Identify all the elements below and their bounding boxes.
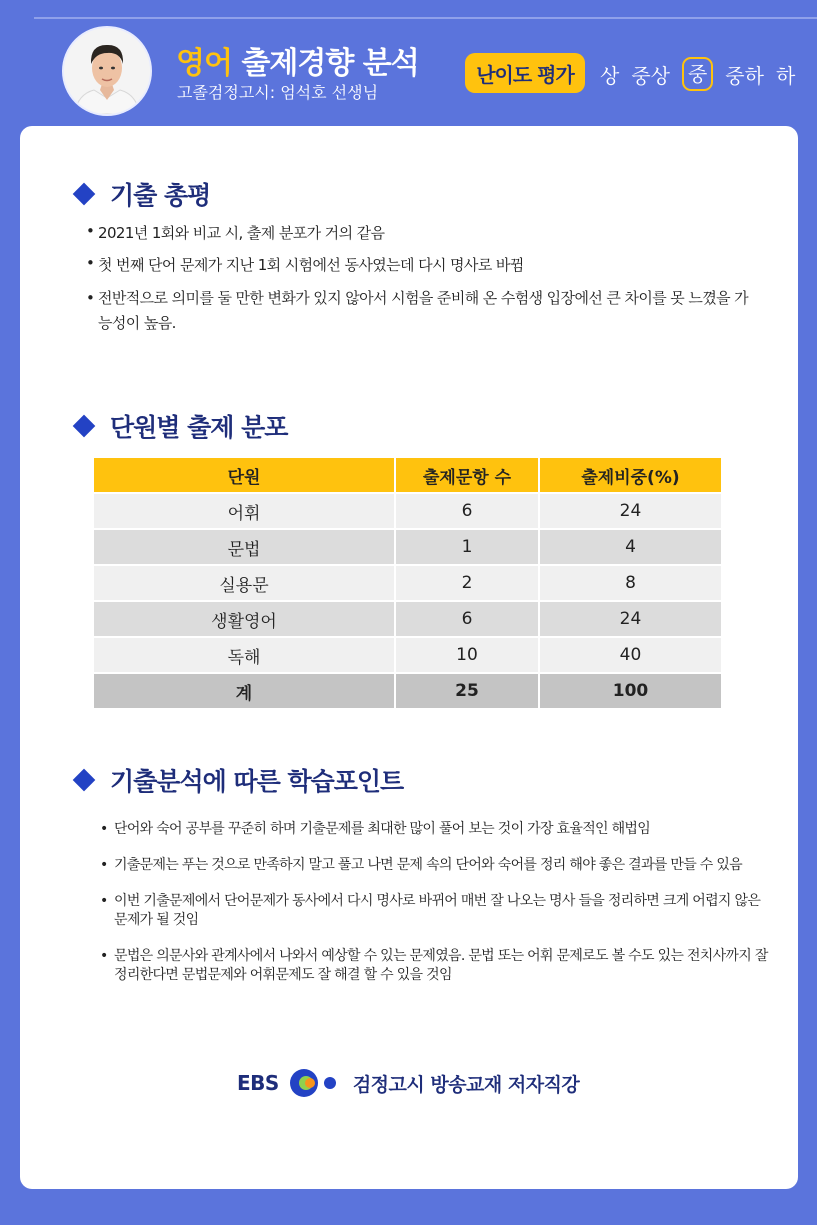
title-text: 출제경향 분석	[231, 46, 419, 81]
level-low: 하	[775, 63, 796, 88]
level-mid-selected: 중	[682, 57, 713, 91]
table-row	[94, 529, 722, 565]
points-title-text: 기출분석에 따른 학습포인트	[110, 767, 404, 796]
cell-unit: 문법	[94, 529, 395, 565]
summary-item: • 2021년 1회와 비교 시, 출제 분포가 거의 같음	[86, 222, 766, 243]
header-unit: 단원	[94, 458, 395, 493]
header-count: 출제문항 수	[395, 458, 539, 493]
summary-section-title	[76, 176, 210, 212]
difficulty-label: 난이도 평가	[465, 53, 585, 93]
summary-list	[86, 222, 766, 336]
footer-text: 검정고시 방송교재 저자직강	[352, 1073, 580, 1096]
distribution-title-text: 단원별 출제 분포	[110, 413, 288, 442]
header-divider	[34, 17, 817, 19]
ebs-logo-icon	[289, 1068, 339, 1098]
table-header-row	[94, 458, 722, 493]
point-item: • 문법은 의문사와 관계사에서 나와서 예상할 수 있는 문제였음. 문법 또는 어휘 문제로도 볼 수도 있는 전치사까지 잘 정리한다면 문법문제와 어휘문제도 잘 해결 할 수 있을 것임	[100, 947, 774, 985]
diamond-bullet-icon	[73, 415, 96, 438]
cell-total-ratio: 100	[539, 673, 722, 709]
distribution-section-title	[76, 408, 287, 444]
level-mid-low: 중하	[725, 63, 764, 88]
header-ratio: 출제비중(%)	[539, 458, 722, 493]
cell-ratio: 8	[539, 565, 722, 601]
diamond-bullet-icon	[73, 183, 96, 206]
page-title	[176, 38, 419, 82]
point-item: • 단어와 숙어 공부를 꾸준히 하며 기출문제를 최대한 많이 풀어 보는 것이 가장 효율적인 해법임	[100, 820, 780, 839]
page-subtitle: 고졸검정고시: 엄석호 선생님	[177, 83, 379, 102]
title-subject: 영어	[176, 46, 232, 81]
table-row	[94, 637, 722, 673]
teacher-avatar	[62, 26, 152, 116]
cell-total-count: 25	[395, 673, 539, 709]
cell-count: 6	[395, 493, 539, 529]
point-item: • 이번 기출문제에서 단어문제가 동사에서 다시 명사로 바뀌어 매번 잘 나오는 명사 들을 정리하면 크게 어렵지 않은 문제가 될 것임	[100, 892, 774, 930]
cell-ratio: 24	[539, 493, 722, 529]
cell-ratio: 40	[539, 637, 722, 673]
teacher-portrait-icon	[64, 28, 150, 114]
cell-ratio: 4	[539, 529, 722, 565]
difficulty-levels	[600, 57, 795, 91]
summary-item: • 첫 번째 단어 문제가 지난 1회 시험에선 동사였는데 다시 명사로 바뀜	[86, 254, 766, 275]
cell-count: 1	[395, 529, 539, 565]
summary-title-text: 기출 총평	[110, 181, 211, 210]
level-mid-high: 중상	[631, 63, 670, 88]
table-row	[94, 493, 722, 529]
level-high: 상	[600, 63, 620, 88]
point-item: • 기출문제는 푸는 것으로 만족하지 말고 풀고 나면 문제 속의 단어와 숙어를 정리 해야 좋은 결과를 만들 수 있음	[100, 856, 780, 875]
diamond-bullet-icon	[73, 769, 96, 792]
ebs-logo-text: EBS	[237, 1071, 279, 1095]
cell-count: 10	[395, 637, 539, 673]
distribution-table	[94, 458, 723, 710]
points-list	[100, 820, 780, 985]
cell-ratio: 24	[539, 601, 722, 637]
cell-count: 6	[395, 601, 539, 637]
cell-count: 2	[395, 565, 539, 601]
cell-unit: 독해	[94, 637, 395, 673]
cell-unit: 생활영어	[94, 601, 395, 637]
summary-item: • 전반적으로 의미를 둘 만한 변화가 있지 않아서 시험을 준비해 온 수험생 입장에선 큰 차이를 못 느꼈을 가능성이 높음.	[86, 286, 758, 336]
cell-total-label: 계	[94, 673, 395, 709]
points-section-title	[76, 762, 403, 798]
footer-brand	[237, 1068, 579, 1098]
cell-unit: 실용문	[94, 565, 395, 601]
table-row	[94, 565, 722, 601]
table-total-row	[94, 673, 722, 709]
cell-unit: 어휘	[94, 493, 395, 529]
table-row	[94, 601, 722, 637]
